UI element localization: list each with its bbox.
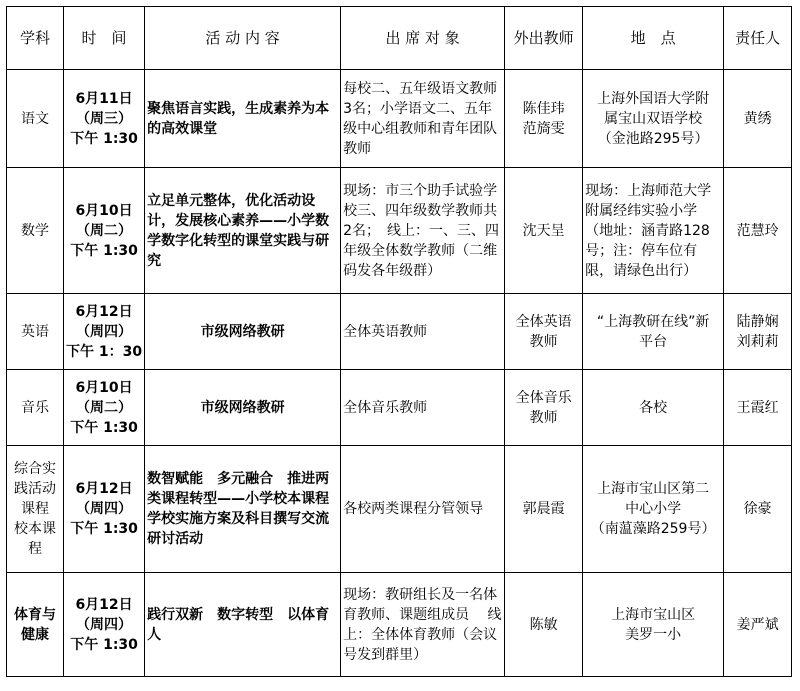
table-row (7, 573, 792, 677)
teacher-cell (505, 446, 583, 573)
time-cell (64, 573, 145, 677)
content-cell: 聚焦语言实践，生成素养为本的高效课堂 (145, 70, 341, 168)
date-line: 6月12日 (75, 481, 133, 497)
content-cell: 践行双新 数字转型 以体育人 (145, 573, 341, 677)
content-cell: 立足单元整体，优化活动设计，发展核心素养——小学数学数字化转型的课堂实践与研究 (145, 168, 341, 294)
clock-line: 下午 1:30 (70, 636, 138, 653)
owner-line: 范慧玲 (736, 222, 779, 239)
owner-line: 刘莉莉 (736, 333, 779, 350)
subject-cell (7, 446, 64, 573)
table-row (7, 446, 792, 573)
clock-line: 下午 1:30 (70, 242, 138, 259)
teacher-cell (505, 294, 583, 370)
subject-cell (7, 573, 64, 677)
date-line: 6月11日 (75, 90, 133, 107)
time-cell (64, 168, 145, 294)
location-line: 中心小学 (625, 501, 682, 517)
table-row (7, 168, 792, 294)
header-location: 地 点 (583, 7, 724, 70)
location-line: 平台 (639, 333, 668, 350)
content-cell: 市级网络教研 (145, 370, 341, 446)
date-line: 6月12日 (75, 303, 133, 320)
content-cell: 市级网络教研 (145, 294, 341, 370)
attendees-cell: 每校二、五年级语文教师3名；小学语文二、五年级中心组教师和青年团队教师 (341, 70, 505, 168)
table-row (7, 70, 792, 168)
header-attendees: 出 席 对 象 (341, 7, 505, 70)
owner-cell (724, 294, 792, 370)
subject-line: 音乐 (21, 399, 49, 416)
teacher-line: 郭晨霞 (522, 501, 565, 517)
header-time: 时 间 (64, 7, 145, 70)
location-line: 上海外国语大学附 (597, 90, 710, 107)
subject-line: 程 (28, 541, 42, 557)
weekday-line: （周二） (76, 222, 133, 239)
time-cell (64, 294, 145, 370)
subject-cell (7, 70, 64, 168)
location-line: 上海市宝山区 (611, 606, 696, 623)
time-cell (64, 446, 145, 573)
attendees-cell: 全体音乐教师 (341, 370, 505, 446)
teacher-line: 沈天呈 (522, 222, 565, 239)
date-line: 6月12日 (75, 596, 133, 613)
owner-cell (724, 446, 792, 573)
owner-cell (724, 168, 792, 294)
location-line: 各校 (639, 399, 668, 416)
owner-cell (724, 573, 792, 677)
location-line: 美罗一小 (625, 626, 682, 643)
weekday-line: （周三） (76, 110, 133, 127)
weekday-line: （周四） (76, 501, 133, 517)
table-row (7, 294, 792, 370)
teacher-cell (505, 370, 583, 446)
location-cell (583, 70, 724, 168)
date-line: 6月10日 (75, 379, 133, 396)
attendees-cell: 全体英语教师 (341, 294, 505, 370)
location-line: （金池路295号） (597, 130, 709, 147)
location-cell (583, 573, 724, 677)
subject-line: 校本课 (14, 521, 56, 537)
time-cell (64, 70, 145, 168)
clock-line: 下午 1:30 (70, 419, 138, 436)
weekday-line: （周四） (76, 616, 133, 633)
location-line: （南蕰藻路259号） (590, 521, 716, 537)
content-cell: 数智赋能 多元融合 推进两类课程转型——小学校本课程学校实施方案及科目撰写交流研讨活动 (145, 446, 341, 573)
subject-line: 课程 (21, 501, 49, 517)
teacher-line: 全体英语 (515, 313, 572, 330)
attendees-cell: 各校两类课程分管领导 (341, 446, 505, 573)
subject-line: 健康 (21, 626, 49, 643)
header-row (7, 7, 792, 70)
clock-line: 下午 1:30 (70, 521, 138, 537)
owner-line: 王霞红 (736, 399, 779, 416)
subject-line: 践活动 (14, 481, 56, 497)
clock-line: 下午 1：30 (66, 343, 143, 360)
owner-cell (724, 370, 792, 446)
location-cell: 现场：上海师范大学附属经纬实验小学（地址：涵青路128号；注：停车位有限，请绿色出行） (583, 168, 724, 294)
location-cell (583, 446, 724, 573)
location-line: “上海教研在线”新 (596, 313, 710, 330)
header-content: 活 动 内 容 (145, 7, 341, 70)
weekday-line: （周四） (76, 323, 133, 340)
teacher-line: 陈佳玮 (522, 100, 565, 117)
date-line: 6月10日 (75, 202, 133, 219)
attendees-cell: 现场：教研组长及一名体育教师、课题组成员 线上：全体体育教师（会议号发到群里） (341, 573, 505, 677)
owner-line: 姜严斌 (736, 616, 779, 633)
time-cell (64, 370, 145, 446)
header-teacher: 外出教师 (505, 7, 583, 70)
owner-line: 徐豪 (743, 501, 772, 517)
header-owner: 责任人 (724, 7, 792, 70)
teacher-line: 教师 (529, 333, 558, 350)
subject-line: 数学 (21, 222, 49, 239)
location-cell (583, 294, 724, 370)
location-line: 上海市宝山区第二 (597, 481, 710, 497)
teacher-cell (505, 168, 583, 294)
subject-line: 体育与 (14, 606, 56, 623)
teacher-line: 范旖雯 (522, 120, 565, 137)
location-cell (583, 370, 724, 446)
teacher-cell (505, 573, 583, 677)
attendees-cell: 现场：市三个助手试验学校三、四年级数学教师共2名； 线上：一、三、四年级全体数学教师（二维码发各年级群） (341, 168, 505, 294)
clock-line: 下午 1:30 (70, 130, 138, 147)
teacher-cell (505, 70, 583, 168)
owner-line: 陆静娴 (736, 313, 779, 330)
subject-line: 英语 (21, 323, 49, 340)
subject-line: 语文 (21, 110, 49, 127)
subject-line: 综合实 (14, 461, 56, 477)
subject-cell (7, 294, 64, 370)
header-subject: 学科 (7, 7, 64, 70)
table-row (7, 370, 792, 446)
weekday-line: （周二） (76, 399, 133, 416)
subject-cell (7, 168, 64, 294)
teacher-line: 全体音乐 (515, 389, 572, 406)
owner-line: 黄绣 (743, 110, 772, 127)
teacher-line: 陈敏 (529, 616, 558, 633)
activity-schedule-table (6, 6, 792, 677)
owner-cell (724, 70, 792, 168)
teacher-line: 教师 (529, 409, 558, 426)
subject-cell (7, 370, 64, 446)
location-line: 属宝山双语学校 (604, 110, 703, 127)
